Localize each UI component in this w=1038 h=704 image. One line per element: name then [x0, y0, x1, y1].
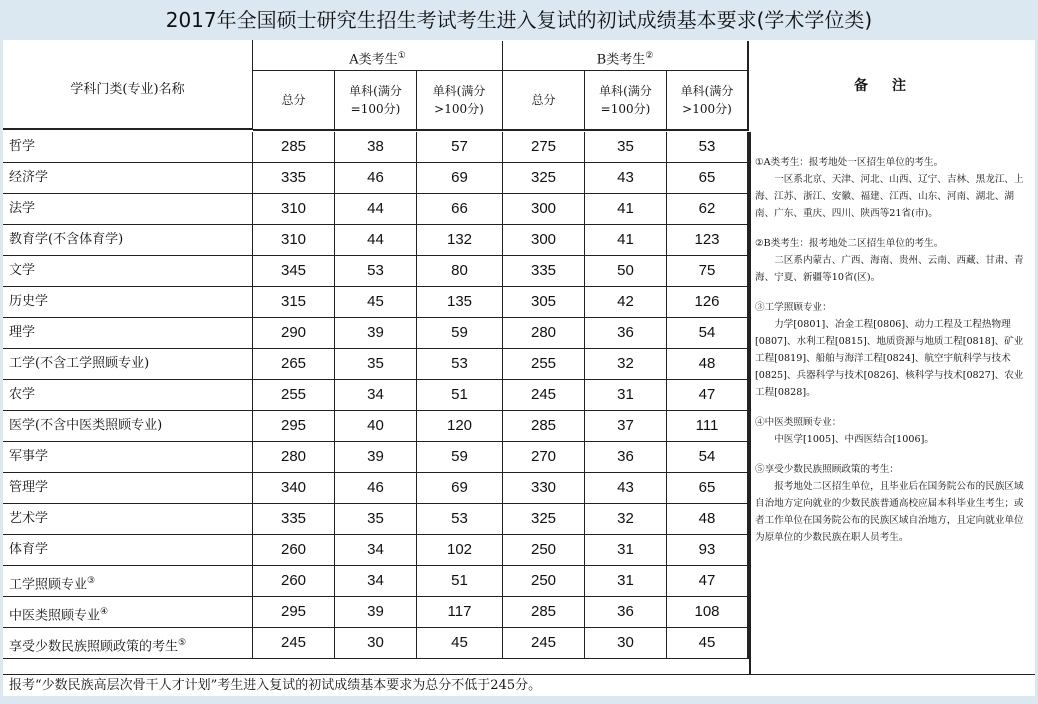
subject-name: 法学 [9, 201, 36, 216]
subject-name: 体育学 [9, 542, 49, 557]
score-cell-a-gt100: 53 [417, 349, 503, 379]
score-cell-a-eq100: 46 [335, 473, 417, 503]
score-cell-b-gt100: 108 [667, 597, 749, 627]
subject-name-cell [3, 380, 253, 410]
score-cell-a-gt100: 80 [417, 256, 503, 286]
score-cell-a-gt100: 69 [417, 473, 503, 503]
table-body [3, 132, 749, 659]
score-cell-a-total: 295 [253, 597, 335, 627]
score-cell-a-eq100: 40 [335, 411, 417, 441]
subject-name: 中医类照顾专业 [9, 608, 101, 624]
a-gt100-line2: >100分) [434, 102, 484, 116]
subject-name: 医学(不含中医类照顾专业) [9, 418, 163, 433]
table-row [3, 380, 749, 411]
score-cell-a-gt100: 59 [417, 318, 503, 348]
notes-header: 备注 [854, 78, 930, 94]
score-cell-a-total: 255 [253, 380, 335, 410]
score-cell-b-gt100: 54 [667, 442, 749, 472]
score-cell-b-eq100: 31 [585, 535, 667, 565]
note-heading: ②B类考生：报考地处二区招生单位的考生。 [755, 238, 944, 249]
subject-name: 工学(不含工学照顾专业) [9, 356, 150, 371]
score-cell-b-total: 250 [503, 566, 585, 596]
a-gt100-line1: 单科(满分 [432, 84, 486, 98]
score-cell-a-eq100: 30 [335, 628, 417, 658]
note-body: 力学[0801]、冶金工程[0806]、动力工程及工程热物理[0807]、水利工程[0815]、地质资源与地质工程[0818]、矿业工程[0819]、船舶与海洋工程[0824]、航空宇航科学与技术[0825]、兵器科学与技术[0826]、核科学与技术[0827]、农业工程[0828]。 [755, 319, 1024, 398]
subject-name: 哲学 [9, 139, 36, 154]
subject-name: 文学 [9, 263, 36, 278]
score-cell-b-total: 245 [503, 380, 585, 410]
score-cell-a-eq100: 39 [335, 318, 417, 348]
note-body: 二区系内蒙古、广西、海南、贵州、云南、西藏、甘肃、青海、宁夏、新疆等10省(区)。 [755, 255, 1024, 283]
score-cell-b-total: 330 [503, 473, 585, 503]
score-cell-a-gt100: 57 [417, 132, 503, 162]
score-cell-b-gt100: 48 [667, 349, 749, 379]
score-cell-a-total: 245 [253, 628, 335, 658]
subject-name: 理学 [9, 325, 36, 340]
b-eq100-line2: =100分) [600, 102, 651, 116]
a-eq100-line2: =100分) [350, 102, 401, 116]
score-cell-b-total: 280 [503, 318, 585, 348]
table-row [3, 163, 749, 194]
b-gt100-line1: 单科(满分 [680, 84, 734, 98]
score-cell-b-total: 300 [503, 225, 585, 255]
subject-name: 享受少数民族照顾政策的考生 [9, 639, 179, 655]
footnote-mark: ③ [87, 576, 96, 586]
note-item [755, 461, 1031, 546]
score-cell-b-total: 275 [503, 132, 585, 162]
score-cell-b-eq100: 43 [585, 473, 667, 503]
subject-name-cell [3, 535, 253, 565]
table-row [3, 132, 749, 163]
group-a-footnote-mark: ① [397, 51, 406, 61]
a-total-label: 总分 [281, 93, 306, 107]
score-cell-a-gt100: 69 [417, 163, 503, 193]
score-table [3, 40, 1035, 696]
score-cell-b-gt100: 65 [667, 473, 749, 503]
score-cell-b-gt100: 54 [667, 318, 749, 348]
score-cell-a-gt100: 102 [417, 535, 503, 565]
score-cell-b-gt100: 123 [667, 225, 749, 255]
score-cell-b-gt100: 62 [667, 194, 749, 224]
subject-name-cell [3, 163, 253, 193]
table-row [3, 473, 749, 504]
subject-name: 历史学 [9, 294, 49, 309]
score-cell-a-gt100: 120 [417, 411, 503, 441]
subject-name-cell [3, 256, 253, 286]
score-cell-b-total: 305 [503, 287, 585, 317]
score-cell-b-gt100: 111 [667, 411, 749, 441]
table-row [3, 318, 749, 349]
score-cell-a-total: 315 [253, 287, 335, 317]
subject-name: 管理学 [9, 480, 49, 495]
score-cell-b-eq100: 36 [585, 442, 667, 472]
table-row [3, 535, 749, 566]
note-item [755, 414, 1031, 448]
group-a-label: A类考生 [349, 52, 398, 68]
note-item [755, 235, 1031, 286]
subject-name-cell [3, 473, 253, 503]
a-single-eq100-header [335, 71, 417, 129]
b-total-label: 总分 [531, 93, 556, 107]
score-cell-a-gt100: 132 [417, 225, 503, 255]
score-cell-a-total: 265 [253, 349, 335, 379]
score-cell-a-eq100: 34 [335, 535, 417, 565]
b-single-eq100-header [585, 71, 667, 129]
subject-name-cell [3, 411, 253, 441]
group-a-title [253, 41, 502, 71]
score-cell-b-total: 245 [503, 628, 585, 658]
table-row [3, 349, 749, 380]
score-cell-a-gt100: 45 [417, 628, 503, 658]
score-cell-a-eq100: 39 [335, 442, 417, 472]
score-cell-a-total: 310 [253, 194, 335, 224]
subject-name: 工学照顾专业 [9, 577, 88, 593]
score-cell-a-eq100: 46 [335, 163, 417, 193]
table-row [3, 566, 749, 597]
table-row [3, 225, 749, 256]
score-cell-b-total: 300 [503, 194, 585, 224]
score-cell-b-total: 285 [503, 597, 585, 627]
score-cell-a-gt100: 53 [417, 504, 503, 534]
score-cell-b-eq100: 37 [585, 411, 667, 441]
score-cell-b-eq100: 43 [585, 163, 667, 193]
score-cell-b-eq100: 32 [585, 504, 667, 534]
table-row [3, 411, 749, 442]
b-total-header [503, 71, 585, 129]
score-cell-a-total: 290 [253, 318, 335, 348]
score-cell-a-eq100: 38 [335, 132, 417, 162]
score-cell-b-gt100: 48 [667, 504, 749, 534]
score-cell-a-eq100: 35 [335, 504, 417, 534]
score-cell-a-total: 285 [253, 132, 335, 162]
group-b-header [503, 41, 749, 131]
score-cell-b-eq100: 41 [585, 194, 667, 224]
table-footer-note: 报考“少数民族高层次骨干人才计划”考生进入复试的初试成绩基本要求为总分不低于245分。 [3, 674, 1035, 696]
score-cell-a-eq100: 34 [335, 380, 417, 410]
score-cell-b-total: 255 [503, 349, 585, 379]
note-heading: ⑤享受少数民族照顾政策的考生： [755, 464, 899, 475]
subject-name-cell [3, 504, 253, 534]
score-cell-b-gt100: 45 [667, 628, 749, 658]
score-cell-b-gt100: 75 [667, 256, 749, 286]
subject-name-cell [3, 287, 253, 317]
subject-name: 艺术学 [9, 511, 49, 526]
score-cell-a-eq100: 45 [335, 287, 417, 317]
score-cell-a-total: 340 [253, 473, 335, 503]
score-cell-a-gt100: 117 [417, 597, 503, 627]
score-cell-b-total: 250 [503, 535, 585, 565]
score-cell-b-eq100: 32 [585, 349, 667, 379]
score-cell-a-eq100: 34 [335, 566, 417, 596]
score-cell-a-total: 295 [253, 411, 335, 441]
score-cell-b-eq100: 36 [585, 597, 667, 627]
subject-name-cell [3, 628, 253, 658]
score-cell-b-gt100: 93 [667, 535, 749, 565]
score-cell-b-gt100: 65 [667, 163, 749, 193]
score-cell-b-eq100: 31 [585, 380, 667, 410]
a-single-gt100-header [417, 71, 501, 129]
score-cell-a-total: 345 [253, 256, 335, 286]
score-cell-a-total: 335 [253, 504, 335, 534]
score-cell-a-total: 280 [253, 442, 335, 472]
score-cell-b-eq100: 42 [585, 287, 667, 317]
subject-name-cell [3, 597, 253, 627]
score-cell-a-gt100: 66 [417, 194, 503, 224]
score-cell-b-gt100: 126 [667, 287, 749, 317]
table-row [3, 256, 749, 287]
score-cell-a-gt100: 51 [417, 566, 503, 596]
subject-name: 经济学 [9, 170, 49, 185]
group-b-title [503, 41, 747, 71]
subject-name-cell [3, 318, 253, 348]
note-body: 中医学[1005]、中西医结合[1006]。 [774, 434, 934, 445]
score-cell-b-total: 325 [503, 504, 585, 534]
page-title: 2017年全国硕士研究生招生考试考生进入复试的初试成绩基本要求(学术学位类) [165, 8, 873, 32]
score-cell-a-total: 310 [253, 225, 335, 255]
subject-name-cell [3, 442, 253, 472]
score-cell-b-eq100: 36 [585, 318, 667, 348]
score-cell-a-eq100: 35 [335, 349, 417, 379]
score-cell-b-total: 270 [503, 442, 585, 472]
group-b-label: B类考生 [596, 52, 646, 68]
score-cell-b-eq100: 35 [585, 132, 667, 162]
score-cell-a-total: 260 [253, 566, 335, 596]
table-row [3, 504, 749, 535]
subject-name-cell [3, 225, 253, 255]
subject-name-cell [3, 566, 253, 596]
score-cell-b-eq100: 31 [585, 566, 667, 596]
table-row [3, 442, 749, 473]
subject-name-cell [3, 349, 253, 379]
subject-name: 军事学 [9, 449, 49, 464]
score-cell-b-eq100: 41 [585, 225, 667, 255]
score-cell-b-gt100: 47 [667, 566, 749, 596]
score-cell-a-gt100: 135 [417, 287, 503, 317]
b-eq100-line1: 单科(满分 [599, 84, 652, 98]
note-heading: ①A类考生：报考地处一区招生单位的考生。 [755, 157, 944, 168]
footnote-mark: ⑤ [178, 638, 187, 648]
group-a-header [253, 41, 503, 131]
subject-name-cell [3, 194, 253, 224]
score-cell-a-gt100: 51 [417, 380, 503, 410]
table-row [3, 628, 749, 659]
subject-header-label: 学科门类(专业)名称 [70, 82, 185, 97]
subject-name: 教育学(不含体育学) [9, 232, 124, 247]
score-cell-b-total: 335 [503, 256, 585, 286]
footnote-mark: ④ [100, 607, 109, 617]
b-single-gt100-header [667, 71, 747, 129]
b-gt100-line2: >100分) [682, 102, 732, 116]
note-body: 报考地处二区招生单位，且毕业后在国务院公布的民族区域自治地方定向就业的少数民族普通高校应届本科毕业生考生；或者工作单位在国务院公布的民族区域自治地方，且定向就业单位为原单位的少数民族在职人员考生。 [755, 481, 1024, 543]
subject-column-header [3, 40, 253, 130]
score-cell-a-gt100: 59 [417, 442, 503, 472]
a-eq100-line1: 单科(满分 [349, 84, 402, 98]
a-total-header [253, 71, 335, 129]
score-cell-b-eq100: 50 [585, 256, 667, 286]
note-item [755, 154, 1031, 222]
note-heading: ④中医类照顾专业： [755, 417, 842, 428]
notes-column [749, 132, 1035, 674]
score-cell-a-total: 335 [253, 163, 335, 193]
note-item [755, 299, 1031, 401]
score-cell-a-eq100: 53 [335, 256, 417, 286]
score-cell-b-total: 285 [503, 411, 585, 441]
score-cell-a-eq100: 39 [335, 597, 417, 627]
score-cell-a-eq100: 44 [335, 225, 417, 255]
score-cell-a-eq100: 44 [335, 194, 417, 224]
table-row [3, 194, 749, 225]
score-cell-b-gt100: 47 [667, 380, 749, 410]
group-b-footnote-mark: ② [645, 51, 654, 61]
note-heading: ③工学照顾专业： [755, 302, 832, 313]
subject-name-cell [3, 132, 253, 162]
table-row [3, 287, 749, 318]
score-cell-b-eq100: 30 [585, 628, 667, 658]
score-cell-a-total: 260 [253, 535, 335, 565]
note-body: 一区系北京、天津、河北、山西、辽宁、吉林、黑龙江、上海、江苏、浙江、安徽、福建、江西、山东、河南、湖北、湖南、广东、重庆、四川、陕西等21省(市)。 [755, 174, 1024, 219]
subject-name: 农学 [9, 387, 36, 402]
score-cell-b-gt100: 53 [667, 132, 749, 162]
score-cell-b-total: 325 [503, 163, 585, 193]
table-row [3, 597, 749, 628]
